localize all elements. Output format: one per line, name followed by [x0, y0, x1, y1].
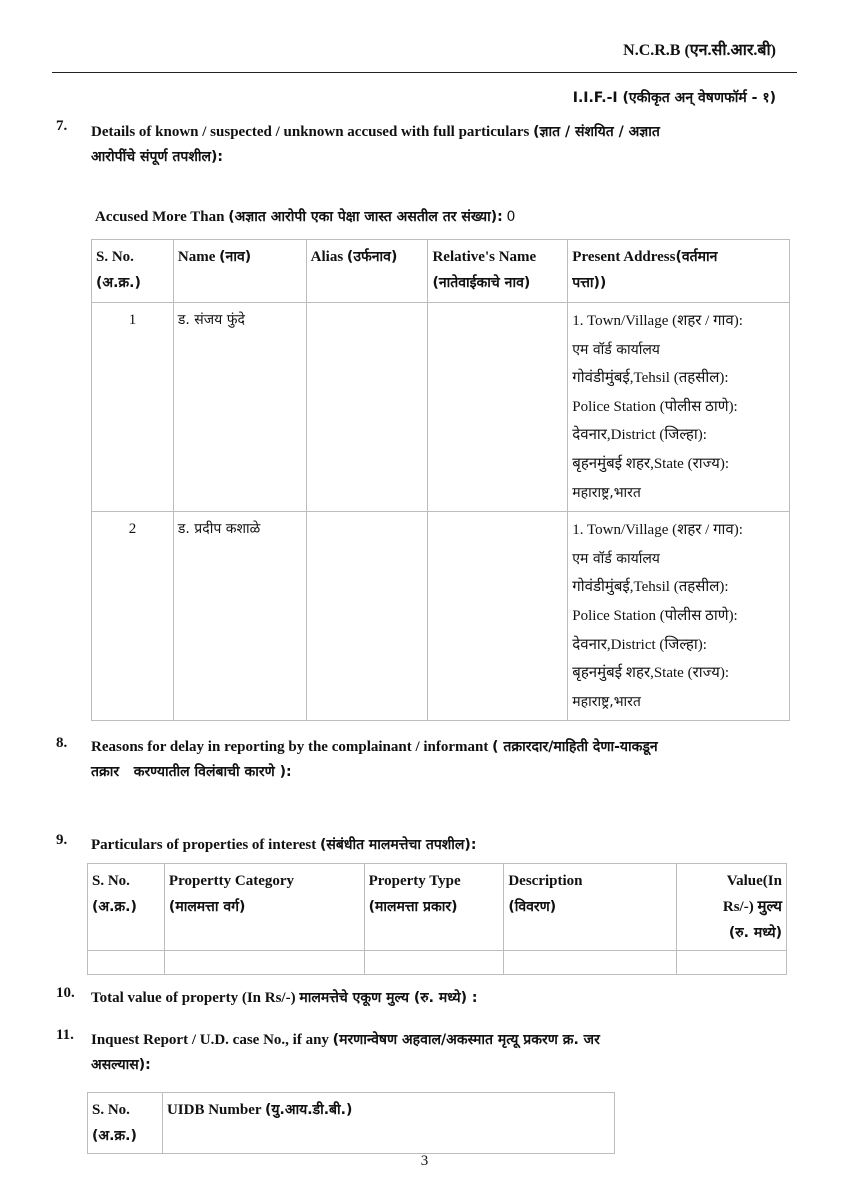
form-id: I.I.F.-I (एकीकृत अन् वेषणफॉर्म - १) — [572, 90, 776, 106]
section-10-title-mr: मालमत्तेचे एकूण मुल्य (रु. मध्ये) : — [299, 990, 478, 1006]
row-relative — [428, 512, 568, 721]
col-relative: Relative's Name (नातेवाईकाचे नाव) — [428, 240, 568, 303]
section-8-number: 8. — [56, 735, 68, 751]
row-alias — [306, 303, 428, 512]
col-name: Name (नाव) — [173, 240, 306, 303]
section-7-title-mr-1: (ज्ञात / संशयित / अज्ञात — [533, 124, 660, 140]
row-sno: 1 — [92, 303, 174, 512]
table-row — [92, 303, 790, 512]
row-name: ड. प्रदीप कशाळे — [173, 512, 306, 721]
empty-cell — [88, 951, 165, 975]
col-category: Propertty Category (मालमत्ता वर्ग) — [164, 864, 364, 951]
row-address: 1. Town/Village (शहर / गाव): एम वॉर्ड कार्यालय गोवंडीमुंबई,Tehsil (तहसील): Police Station (पोलीस ठाणे): देवनार,District (जिल्हा): बृहनमुंबई शहर,State (राज्य): महाराष्ट्र,भारत — [568, 512, 790, 721]
properties-table-header — [88, 864, 787, 951]
section-7-title-en: Details of known / suspected / unknown accused with full particulars — [91, 124, 530, 140]
empty-cell — [677, 951, 787, 975]
col-sno: S. No. (अ.क्र.) — [88, 1093, 163, 1154]
section-11-title-mr-2: असल्यास): — [91, 1057, 151, 1073]
section-8-title — [91, 735, 791, 785]
section-11-title-en: Inquest Report / U.D. case No., if any — [91, 1032, 329, 1048]
uidb-table — [87, 1092, 615, 1154]
uidb-table-header — [88, 1093, 615, 1154]
col-sno: S. No. (अ.क्र.) — [92, 240, 174, 303]
accused-table-header — [92, 240, 790, 303]
table-row — [88, 951, 787, 975]
empty-cell — [504, 951, 677, 975]
section-7-title — [91, 120, 791, 170]
section-9-title — [91, 833, 476, 858]
section-7-title-mr-2: आरोपींचे संपूर्ण तपशील): — [91, 149, 223, 165]
accused-more-than — [95, 205, 515, 230]
table-row — [92, 512, 790, 721]
section-9-title-en: Particulars of properties of interest — [91, 837, 317, 853]
accused-more-value: 0 — [506, 209, 516, 225]
accused-table — [91, 239, 790, 721]
row-sno: 2 — [92, 512, 174, 721]
empty-cell — [364, 951, 504, 975]
empty-cell — [164, 951, 364, 975]
col-sno: S. No. (अ.क्र.) — [88, 864, 165, 951]
header-divider — [52, 72, 797, 73]
section-8-title-en: Reasons for delay in reporting by the complainant / informant — [91, 739, 489, 755]
accused-more-label-mr: (अज्ञात आरोपी एका पेक्षा जास्त असतील तर संख्या): — [228, 209, 503, 225]
section-8-title-mr-2: तक्रार करण्यातील विलंबाची कारणे ): — [91, 764, 292, 780]
section-11-number: 11. — [56, 1027, 74, 1043]
section-10-number: 10. — [56, 985, 75, 1001]
section-7-number: 7. — [56, 118, 68, 134]
col-uidb: UIDB Number (यु.आय.डी.बी.) — [162, 1093, 614, 1154]
accused-more-label: Accused More Than — [95, 209, 225, 225]
section-9-number: 9. — [56, 832, 68, 848]
row-address: 1. Town/Village (शहर / गाव): एम वॉर्ड कार्यालय गोवंडीमुंबई,Tehsil (तहसील): Police Station (पोलीस ठाणे): देवनार,District (जिल्हा): बृहनमुंबई शहर,State (राज्य): महाराष्ट्र,भारत — [568, 303, 790, 512]
section-11-title-mr-1: (मरणान्वेषण अहवाल/अकस्मात मृत्यू प्रकरण क्र. जर — [332, 1032, 600, 1048]
section-10-title — [91, 986, 478, 1011]
properties-table — [87, 863, 787, 975]
col-description: Description (विवरण) — [504, 864, 677, 951]
agency-header: N.C.R.B (एन.सी.आर.बी) — [623, 42, 776, 59]
section-11-title — [91, 1028, 791, 1078]
col-alias: Alias (उर्फनाव) — [306, 240, 428, 303]
col-value: Value(In Rs/-) मुल्य (रु. मध्ये) — [677, 864, 787, 951]
section-9-title-mr: (संबंधीत मालमत्तेचा तपशील): — [319, 837, 477, 853]
section-10-title-en: Total value of property (In Rs/-) — [91, 990, 296, 1006]
row-relative — [428, 303, 568, 512]
row-name: ड. संजय फुंदे — [173, 303, 306, 512]
row-alias — [306, 512, 428, 721]
page-number: 3 — [420, 1153, 429, 1169]
section-8-title-mr-1: ( तक्रारदार/माहिती देणा-याकडून — [492, 739, 658, 755]
col-type: Property Type (मालमत्ता प्रकार) — [364, 864, 504, 951]
col-address: Present Address(वर्तमान पत्ता)) — [568, 240, 790, 303]
